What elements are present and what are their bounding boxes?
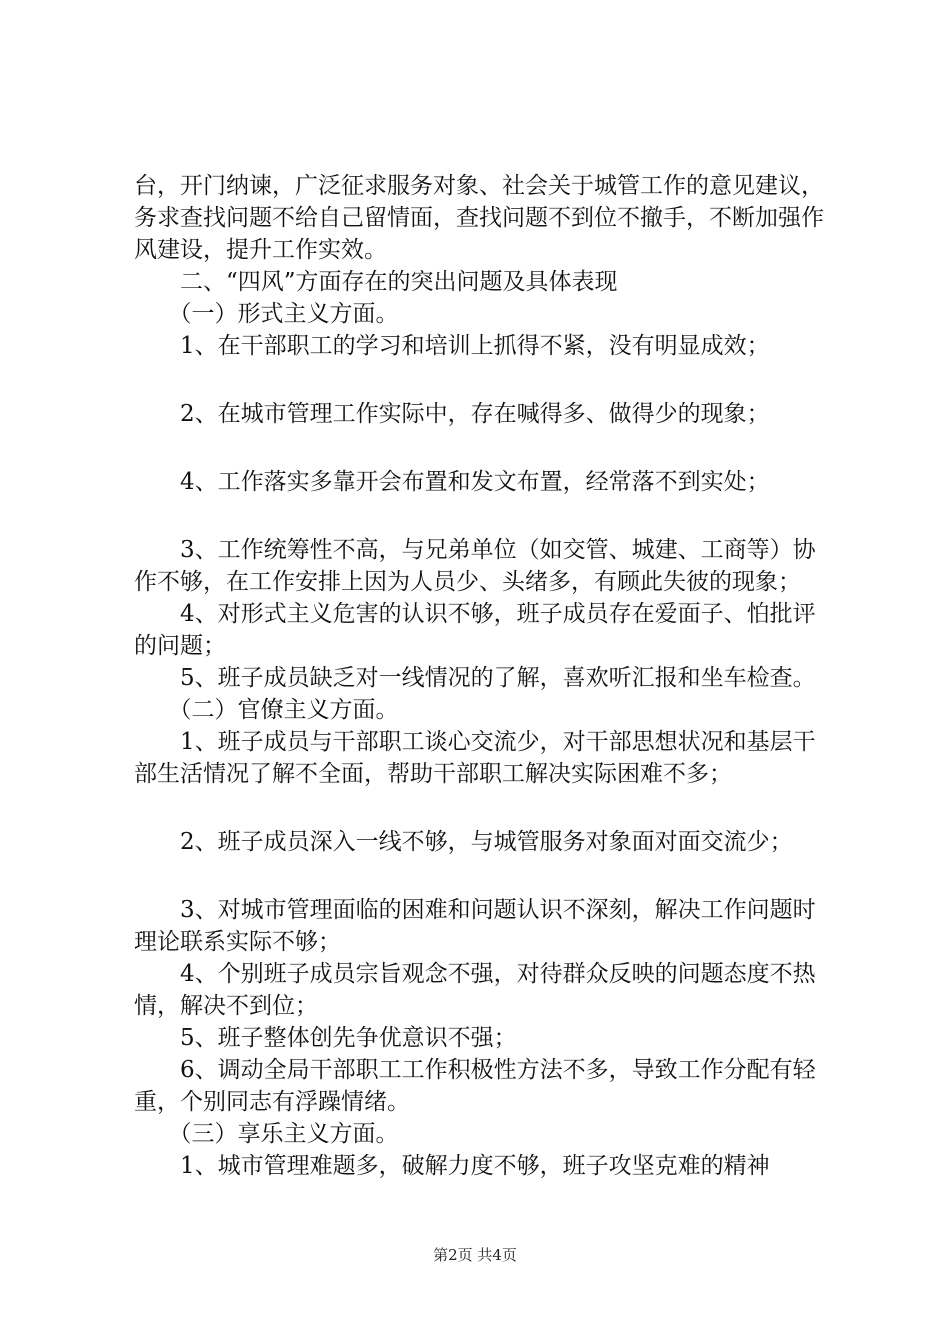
list-item: 4、对形式主义危害的认识不够，班子成员存在爱面子、怕批评的问题； bbox=[134, 601, 816, 659]
list-item: 3、对城市管理面临的困难和问题认识不深刻，解决工作问题时理论联系实际不够； bbox=[134, 897, 816, 955]
list-item: 1、在干部职工的学习和培训上抓得不紧，没有明显成效； bbox=[134, 333, 770, 359]
page-footer bbox=[0, 1244, 950, 1265]
spacer bbox=[134, 858, 834, 894]
spacer bbox=[134, 790, 834, 826]
list-item: 4、个别班子成员宗旨观念不强，对待群众反映的问题态度不热情，解决不到位； bbox=[134, 961, 816, 1019]
list-item: 5、班子整体创先争优意识不强； bbox=[134, 1025, 517, 1051]
list-item: 1、城市管理难题多，破解力度不够，班子攻坚克难的精神 bbox=[134, 1153, 770, 1179]
document-body bbox=[134, 170, 834, 1182]
list-item: 1、班子成员与干部职工谈心交流少，对干部思想状况和基层干部生活情况了解不全面，帮助干部职工解决实际困难不多； bbox=[134, 729, 816, 787]
subsection-heading: （一）形式主义方面。 bbox=[134, 301, 399, 327]
subsection-heading: （三）享乐主义方面。 bbox=[134, 1121, 399, 1147]
list-item: 5、班子成员缺乏对一线情况的了解，喜欢听汇报和坐车检查。 bbox=[134, 665, 816, 691]
list-item: 4、工作落实多靠开会布置和发文布置，经常落不到实处； bbox=[134, 469, 770, 495]
list-item: 2、在城市管理工作实际中，存在喊得多、做得少的现象； bbox=[134, 401, 770, 427]
spacer bbox=[134, 430, 834, 466]
subsection-heading: （二）官僚主义方面。 bbox=[134, 697, 399, 723]
paragraph: 台，开门纳谏，广泛征求服务对象、社会关于城管工作的意见建议，务求查找问题不给自己留情面，查找问题不到位不撤手，不断加强作风建设，提升工作实效。 bbox=[134, 173, 824, 263]
page-number: 第2页 共4页 bbox=[433, 1246, 517, 1264]
list-item: 2、班子成员深入一线不够，与城管服务对象面对面交流少； bbox=[134, 829, 793, 855]
section-heading: 二、“四风”方面存在的突出问题及具体表现 bbox=[134, 269, 618, 295]
spacer bbox=[134, 362, 834, 398]
list-item: 6、调动全局干部职工工作积极性方法不多，导致工作分配有轻重，个别同志有浮躁情绪。 bbox=[134, 1057, 816, 1115]
list-item: 3、工作统筹性不高，与兄弟单位（如交管、城建、工商等）协作不够，在工作安排上因为人员少、头绪多，有顾此失彼的现象； bbox=[134, 537, 816, 595]
spacer bbox=[134, 498, 834, 534]
